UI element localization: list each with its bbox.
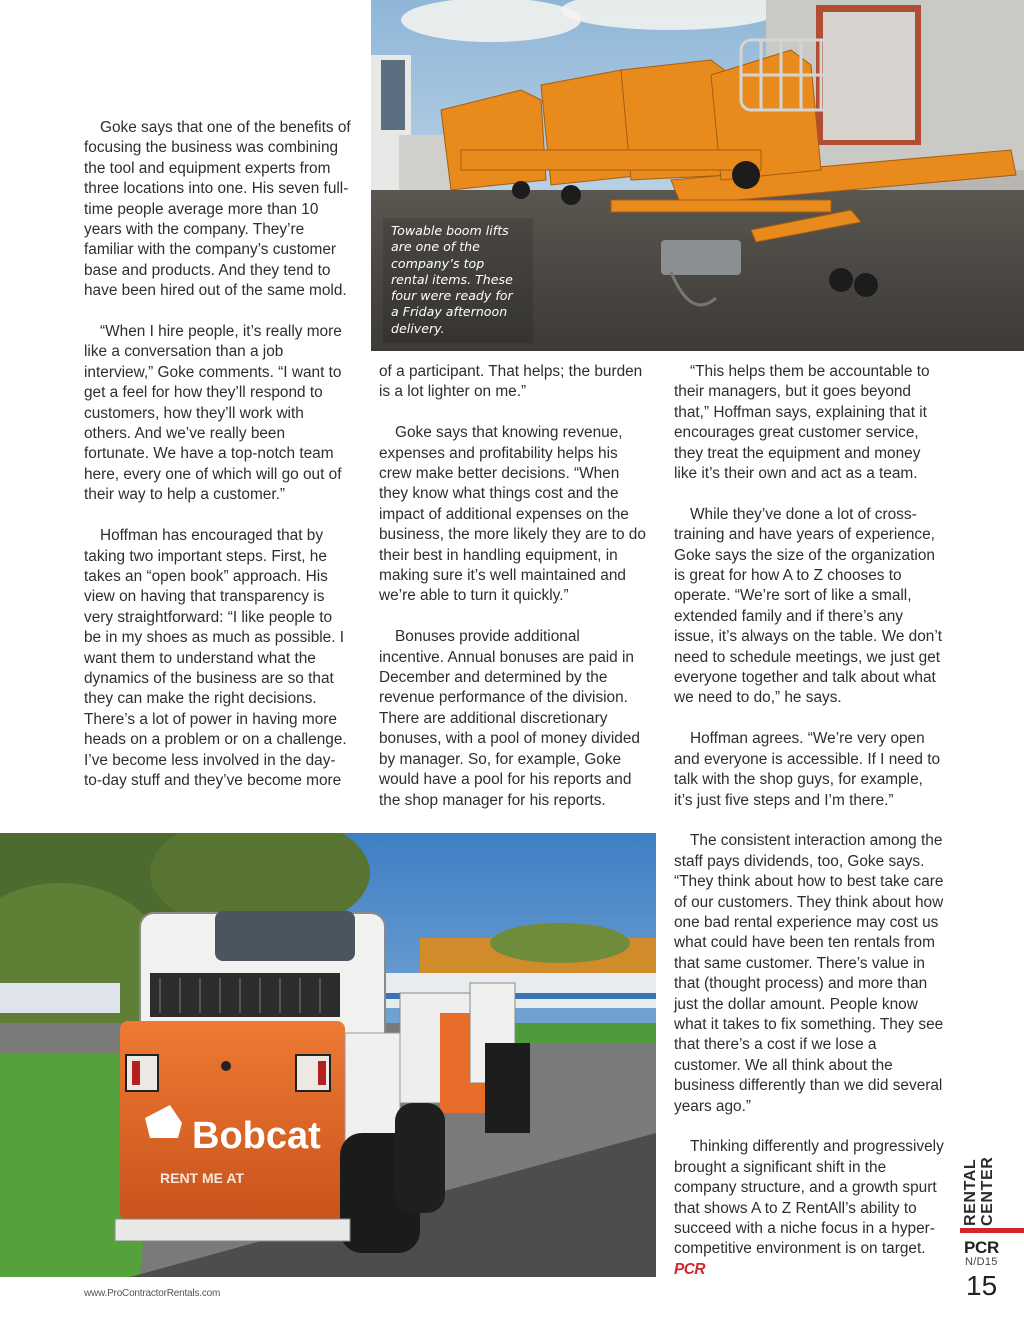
- paragraph: “When I hire people, it’s really more like a conversation than a job interview,” Goke comments. “I want to get a feel for how they’ll respond to customers, how they’ll work with others. And we’ve really been fortunate. We have a top-notch team here, every one of which will go out of their way to help a customer.”: [84, 323, 342, 504]
- paragraph: Bonuses provide additional incentive. Annual bonuses are paid in December and determined by the revenue performance of the division. There are additional discretionary bonuses, with a pool of money divided by manager. So, for example, Goke would have a pool for his reports and the shop manager for his reports.: [379, 628, 640, 809]
- page-number: 15: [966, 1270, 998, 1301]
- article-column-2: [379, 362, 647, 811]
- bobcat-skid-steers-photo: [0, 833, 656, 1277]
- paragraph: Hoffman has encouraged that by taking two important steps. First, he takes an “open book” approach. His view on having that transparency is very straightforward: “I like people to be in my shoes as much as possible. I want them to understand what the dynamics of the business are so that they can make the right decisions. There’s a lot of power in having more heads on a problem or on a challenge. I’ve become less involved in the day-to-day stuff and they’ve become more: [84, 527, 347, 789]
- decal-text: RENT ME AT: [160, 1170, 244, 1186]
- end-mark: PCR: [674, 1260, 705, 1278]
- publication-logo: PCR: [964, 1238, 999, 1257]
- paragraph: of a participant. That helps; the burden is a lot lighter on me.”: [379, 363, 643, 401]
- issue-label: N/D15: [965, 1256, 998, 1268]
- footer-url: www.ProContractorRentals.com: [84, 1288, 221, 1299]
- paragraph: Hoffman agrees. “We’re very open and everyone is accessible. If I need to talk with the shop guys, for example, it’s just five steps and I’m there.”: [674, 730, 941, 809]
- section-accent-bar: [960, 1228, 1024, 1233]
- section-label: [962, 1157, 996, 1226]
- photo-caption: Towable boom lifts are one of the company’s top rental items. These four were ready for a Friday afternoon delivery.: [391, 223, 513, 336]
- paragraph: [674, 1137, 944, 1280]
- paragraph: Goke says that knowing revenue, expenses and profitability helps his crew make better decisions. “When they know what things cost and the impact of additional expenses on the business, the more likely they are to do their best in handling equipment, in making sure it’s well maintained and we’re able to turn it quickly.”: [379, 424, 646, 605]
- paragraph: While they’ve done a lot of cross-training and have years of experience, Goke says the size of the organization is great for how A to Z chooses to operate. “We’re sort of like a small, extended family and if there’s any issue, it’s always on the table. We don’t need to schedule meetings, we just get everyone together and talk about what we need to do,” he says.: [674, 505, 943, 707]
- article-column-1: [84, 118, 352, 791]
- paragraph: Goke says that one of the benefits of focusing the business was combining the tool and equipment experts from three locations into one. His seven full-time people average more than 10 years with the company. They’re familiar with the company’s customer base and products. And they tend to have been hired out of the same mold.: [84, 119, 351, 300]
- section-label-line1: RENTAL: [962, 1158, 979, 1226]
- article-column-3: [674, 362, 944, 1280]
- bobcat-brand-text: Bobcat: [192, 1115, 321, 1157]
- paragraph-text: Thinking differently and progressively brought a significant shift in the company structure, and a growth spurt that shows A to Z RentAll’s ability to succeed with a niche focus in a hyper-competitive environment is on target.: [674, 1138, 944, 1258]
- paragraph: “This helps them be accountable to their managers, but it goes beyond that,” Hoffman says, explaining that it encourages great customer service, they treat the equipment and money like it’s their own and act as a team.: [674, 363, 930, 483]
- paragraph: The consistent interaction among the staff pays dividends, too, Goke says. “They think about how to best take care of our customers. They think about how one bad rental experience may cost us what could have been ten rentals from that same customer. There’s value in that (thought process) and more than just the dollar amount. People know what it takes to fix something. They see that there’s a cost if we lose a customer. We all think about the business differently than we did several years ago.”: [674, 832, 944, 1115]
- section-label-line2: CENTER: [979, 1156, 996, 1226]
- section-tab: [960, 1150, 1024, 1232]
